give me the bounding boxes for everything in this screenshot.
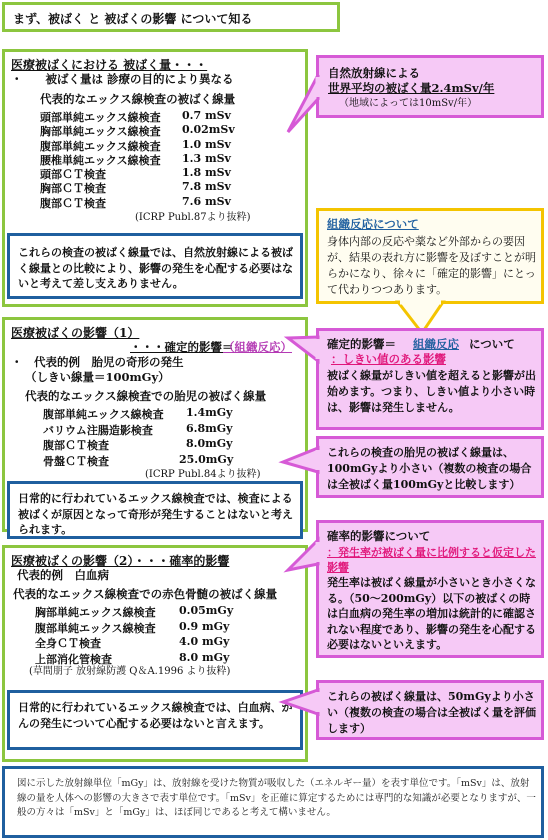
table-row — [40, 166, 260, 180]
table-row — [40, 109, 260, 123]
dose-subtitle: 代表的なエックス線検査の被ばく線量 — [40, 92, 236, 106]
row-value: 0.02mSv — [182, 123, 235, 137]
row-value: 1.3 mSv — [182, 151, 231, 165]
table-row — [43, 437, 263, 453]
natural-radiation-box — [316, 55, 544, 118]
stochastic-subtitle: ：発生率が被ばく量に比例すると仮定した影響 — [327, 546, 536, 574]
deterministic-box — [316, 328, 544, 430]
row-label: 腹部ＣＴ検査 — [43, 439, 109, 452]
effect2-subtitle: 代表的なエックス線検査での赤色骨髄の被ばく線量 — [13, 587, 278, 601]
table-row — [35, 651, 255, 667]
effect1-conclusion-text: 日常的に行われているエックス線検査では、検査による被ばくが原因となって奇形が発生することはないと考えられます。 — [18, 492, 293, 536]
deterministic-title: 確定的影響＝ — [327, 337, 396, 351]
dose-conclusion-box — [7, 233, 303, 299]
table-row — [35, 620, 255, 636]
row-label: 腹部単純エックス線検査 — [35, 621, 156, 635]
row-label: 腰椎単純エックス線検査 — [40, 153, 161, 167]
dose-source: (ICRP Publ.87より抜粋) — [135, 212, 251, 223]
deterministic-title-link: 組織反応 — [413, 337, 459, 351]
row-value: 0.9 mGy — [179, 619, 230, 633]
fetal-note-box — [316, 436, 544, 498]
header-box — [2, 2, 340, 32]
row-label: バリウム注腸造影検査 — [43, 423, 153, 437]
row-value: 8.0mGy — [186, 437, 233, 450]
row-label: 腹部単純エックス線検査 — [40, 139, 161, 153]
effect1-conclusion-box — [7, 481, 303, 539]
table-row — [40, 152, 260, 166]
row-value: 1.0 mSv — [182, 137, 231, 151]
dose-bullet-line: ・ 被ばく量は 診療の目的により異なる — [11, 72, 234, 86]
effect1-example: ・ 代表的例 胎児の奇形の発生 — [11, 355, 184, 369]
dose-conclusion-text: これらの検査の被ばく線量では、自然放射線による被ばく線量との比較により、影響の発生を心配する必要はないと考えて差し支えありません。 — [18, 246, 293, 290]
stochastic-title: 確率的影響について — [327, 529, 431, 543]
row-value: 0.05mGy — [179, 604, 234, 617]
effect2-title: 医療被ばくの影響（2）・・・確率的影響 — [11, 554, 230, 568]
table-row — [40, 138, 260, 152]
natural-line2: 世界平均の被ばく量2.4mSv/年 — [328, 81, 495, 95]
tissue-reaction-title: 組織反応について — [327, 217, 419, 231]
row-value: 8.0 mGy — [179, 650, 230, 664]
effect1-source: (ICRP Publ.84より抜粋) — [145, 469, 261, 480]
effect2-source: (草間朋子 放射線防護 Q＆A.1996 より抜粋) — [29, 666, 231, 677]
effect2-conclusion-box — [7, 690, 303, 750]
effect1-threshold: （しきい線量＝100mGy） — [25, 370, 170, 384]
table-row — [40, 123, 260, 137]
deterministic-subtitle: ：しきい値のある影響 — [331, 352, 446, 366]
table-row — [43, 422, 263, 438]
row-label: 頭部ＣＴ検査 — [40, 168, 106, 182]
table-row — [40, 195, 260, 209]
row-value: 1.4mGy — [186, 406, 233, 419]
marrow-note-box — [316, 680, 544, 740]
marrow-note-body: これらの被ばく線量は、50mGyより小さい（複数の検査の場合は全被ばく量を評価します） — [327, 690, 536, 735]
row-value: 25.0mGy — [179, 452, 234, 466]
footer-box — [2, 766, 544, 838]
deterministic-pointer — [288, 335, 319, 365]
row-value: 1.8 mSv — [182, 166, 231, 180]
header-text: まず、被ばく と 被ばくの影響 について知る — [13, 12, 253, 26]
marrow-note-pointer — [283, 690, 319, 720]
dose-section — [2, 49, 308, 307]
effect1-section — [2, 317, 308, 536]
row-value: 7.6 mSv — [182, 194, 231, 208]
effect1-title: 医療被ばくの影響（1） — [11, 326, 140, 340]
effect1-title-suffix: ・・・確定的影響＝ — [130, 340, 234, 354]
dose-table — [40, 109, 260, 209]
natural-radiation-pointer — [288, 75, 319, 133]
table-row — [35, 635, 255, 651]
effect1-title-paren: （組織反応） — [223, 340, 292, 354]
stochastic-box — [316, 520, 544, 658]
natural-line1: 自然放射線による — [328, 66, 420, 80]
row-label: 頭部単純エックス線検査 — [40, 111, 161, 124]
row-label: 胸部単純エックス線検査 — [35, 606, 156, 619]
deterministic-title-end: について — [469, 337, 515, 351]
effect1-subtitle: 代表的なエックス線検査での胎児の被ばく線量 — [25, 389, 267, 403]
row-label: 全身ＣＴ検査 — [35, 637, 101, 650]
effect1-table — [43, 406, 263, 468]
effect2-example: 代表的例 白血病 — [17, 568, 109, 582]
row-label: 腹部ＣＴ検査 — [40, 196, 106, 210]
deterministic-body: 被ばく線量がしきい値を超えると影響が出始めます。つまり、しきい値より小さい時は、影響は発生しません。 — [327, 369, 536, 414]
row-value: 0.7 mSv — [182, 109, 231, 122]
row-value: 6.8mGy — [186, 421, 233, 435]
tissue-reaction-body: 身体内部の反応や薬など外部からの要因が、結果の表れ方に影響を及ぼすことが明らかになり、徐々に「確定的影響」にとって代わりつつあります。 — [327, 235, 536, 296]
row-value: 7.8 mSv — [182, 180, 231, 194]
row-label: 胸部単純エックス線検査 — [40, 125, 161, 139]
natural-line3: （地域によっては10mSv/年） — [339, 98, 478, 109]
effect2-conclusion-text: 日常的に行われているエックス線検査では、白血病、がんの発生について心配する必要はないと言えます。 — [18, 701, 293, 730]
dose-section-title: 医療被ばくにおける 被ばく量・・・ — [11, 58, 208, 72]
stochastic-body: 発生率は被ばく線量が小さいとき小さくなる。（50～200mGy）以下の被ばくの時は白血病の発生率の増加は統計的に確認されない程度であり、影響の発生を心配する必要はないといえます。 — [327, 576, 536, 651]
effect2-section — [2, 545, 308, 762]
stochastic-pointer — [288, 540, 319, 572]
row-label: 上部消化管検査 — [35, 652, 112, 666]
row-label: 骨盤ＣＴ検査 — [43, 454, 109, 468]
table-row — [40, 180, 260, 194]
row-label: 腹部単純エックス線検査 — [43, 408, 164, 421]
table-row — [35, 604, 255, 620]
table-row — [43, 406, 263, 422]
fetal-note-pointer — [283, 448, 319, 478]
fetal-note-body: これらの検査の胎児の被ばく線量は、100mGyより小さい（複数の検査の場合は全被ばく量100mGyと比較します） — [327, 446, 532, 491]
row-value: 4.0 mGy — [179, 635, 230, 648]
tissue-reaction-box — [316, 208, 544, 304]
table-row — [43, 453, 263, 469]
footer-text: 図に示した放射線単位「mGy」は、放射線を受けた物質が吸収した（エネルギー量）を表す単位です。「mSv」は、放射線の量を人体への影響の大きさで表す単位です。「mSv」を正確に算定するためには専門的な知識が必要となりますが、一般の方々は「mSv」と「mGy」は、ほぼ同じであると考えて構いません。 — [17, 778, 536, 818]
effect2-table — [35, 604, 255, 666]
row-label: 胸部ＣＴ検査 — [40, 182, 106, 196]
